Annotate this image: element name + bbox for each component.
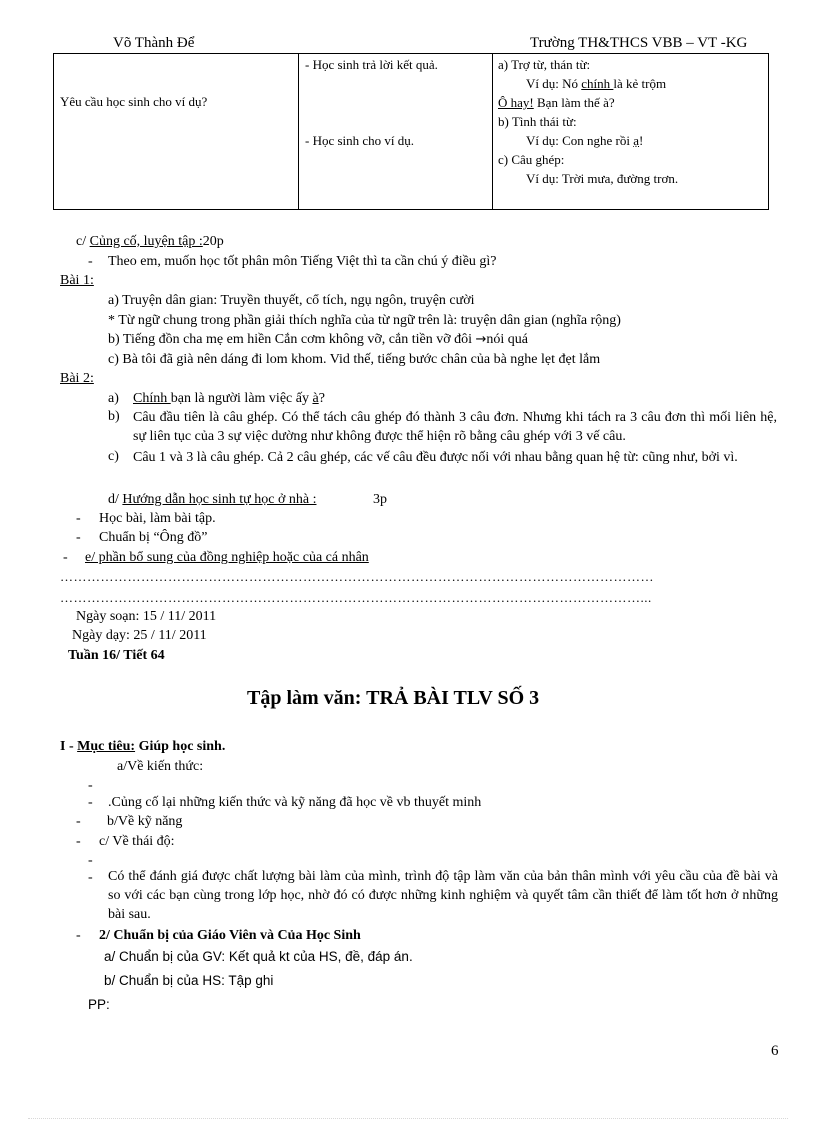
teacher-request: Yêu cầu học sinh cho ví dụ? (60, 94, 208, 109)
bai2-a-underlined: à (312, 391, 319, 406)
page-number: 6 (771, 1043, 779, 1059)
section-title: Củng cố, luyện tập : (89, 234, 203, 249)
bai1-star: * Từ ngữ chung trong phần giải thích nghĩa của từ ngữ trên là: truyện dân gian (nghĩa rộng) (108, 313, 621, 328)
kien-thuc: a/Về kiến thức: (117, 759, 204, 774)
section-time: 20p (202, 234, 224, 249)
bai2-a-text: bạn là người làm việc ấy (170, 391, 313, 406)
content-a-example2 (493, 93, 768, 112)
ngay-soan: Ngày soạn: 15 / 11/ 2011 (76, 609, 217, 624)
dash: - (76, 928, 81, 943)
example-text: Ví dụ: Con nghe rồi (526, 133, 634, 148)
dash: - (88, 853, 93, 868)
example-underlined: ạ (633, 133, 640, 148)
cung-co: .Củng cố lại những kiến thức và kỹ năng đã học về vb thuyết minh (108, 795, 482, 810)
student-example: - Học sinh cho ví dụ. (305, 133, 415, 148)
section-title: Hướng dẫn học sinh tự học ở nhà : (122, 492, 317, 507)
table-cell-student (299, 54, 493, 210)
heading-underlined: Mục tiêu: (77, 739, 136, 754)
example-text: là kẻ trộm (613, 76, 667, 91)
bai2-a (133, 390, 325, 407)
ky-nang: b/Về kỹ năng (107, 814, 183, 829)
chuan-bi-gv: a/ Chuẩn bị của GV: Kết quả kt của HS, đề, đáp án. (104, 949, 413, 964)
bai2-b-label: b) (108, 409, 120, 424)
student-answer: - Học sinh trả lời kết quả. (305, 57, 438, 72)
example-text: ! (639, 133, 644, 148)
table-cell-content (493, 54, 769, 210)
content-a: a) Trợ từ, thán từ: (498, 57, 591, 72)
section-d-item1: Học bài, làm bài tập. (99, 511, 216, 526)
content-c-example: Ví dụ: Trời mưa, đường trơn. (526, 171, 679, 186)
bai2-a-underlined: Chính (133, 391, 171, 406)
example-underlined: Ô hay! (498, 95, 534, 110)
example-text: Ví dụ: Nó (526, 76, 582, 91)
dash: - (76, 834, 81, 849)
section-prefix: c/ (76, 234, 90, 249)
dash: - (88, 795, 93, 810)
objectives-heading (60, 738, 225, 755)
heading-suffix: Giúp học sinh. (135, 739, 226, 754)
header-author: Võ Thành Để (113, 35, 195, 51)
bai2-b: Câu đầu tiên là câu ghép. Có thể tách câu ghép đó thành 3 câu đơn. Nhưng khi tách ra 3 câu đơn thì mối liên hệ, sự liên tục của 3 sự việc dường như không được thể hiện rõ bằng câu ghép với 3 vế câu. (133, 410, 777, 444)
arrow-right-icon: → (475, 332, 487, 347)
bai2-c: Câu 1 và 3 là câu ghép. Cả 2 câu ghép, các vế câu đều được nối với nhau bằng quan hệ từ: cũng như, bởi vì. (133, 450, 738, 465)
dash: - (88, 870, 93, 885)
bai1-a: a) Truyện dân gian: Truyền thuyết, cổ tích, ngụ ngôn, truyện cười (108, 293, 475, 308)
chuan-bi-heading: 2/ Chuẩn bị của Giáo Viên và Của Học Sinh (99, 928, 361, 943)
bai1-b-text: b) Tiếng đồn cha mẹ em hiền Cắn cơm không vỡ, cắn tiền vỡ đôi (108, 332, 472, 347)
section-d-item2: Chuẩn bị “Ông đồ” (99, 530, 208, 545)
table-cell-teacher (54, 54, 299, 210)
ngay-day: Ngày dạy: 25 / 11/ 2011 (72, 628, 207, 643)
example-text: Bạn làm thế à? (533, 95, 615, 110)
bai2-a-end: ? (318, 391, 325, 406)
section-c-question: Theo em, muốn học tốt phân môn Tiếng Việt thì ta cần chú ý điều gì? (108, 254, 497, 269)
bai1-title: Bài 1: (60, 273, 94, 288)
content-b-example (493, 131, 768, 150)
bai1-c: c) Bà tôi đã già nên dáng đi lom khom. Vid thế, tiếng bước chân của bà nghe lẹt đẹt lắm (108, 352, 601, 367)
dash: - (88, 778, 93, 793)
example-underlined: chính (581, 76, 614, 91)
section-d-time: 3p (373, 492, 387, 507)
thai-do: c/ Về thái độ: (99, 834, 175, 849)
bai1-b (108, 331, 528, 348)
tuan-tiet: Tuần 16/ Tiết 64 (68, 648, 165, 663)
dash: - (63, 550, 68, 565)
bai2-a-label: a) (108, 391, 119, 406)
bai1-b-suffix: nói quá (486, 332, 529, 347)
dotted-line: …………………………………………………………………………………………………………………... (60, 590, 652, 605)
section-e-title: e/ phần bổ sung của đồng nghiệp hoặc của cá nhân (85, 550, 369, 565)
heading-prefix: I - (60, 739, 78, 754)
section-d-heading (108, 491, 316, 508)
lesson-title: Tập làm văn: TRẢ BÀI TLV SỐ 3 (247, 687, 540, 709)
pp-label: PP: (88, 997, 110, 1012)
dash: - (76, 530, 81, 545)
activity-table (53, 53, 769, 210)
dash: - (88, 254, 93, 269)
dash: - (76, 814, 81, 829)
dotted-line: …………………………………………………………………………………………………………………… (60, 569, 654, 584)
section-prefix: d/ (108, 492, 123, 507)
header-school: Trường TH&THCS VBB – VT -KG (530, 35, 748, 51)
content-a-example (493, 74, 768, 93)
dash: - (76, 511, 81, 526)
page-bottom-border (28, 1118, 788, 1119)
thai-do-text: Có thể đánh giá được chất lượng bài làm của mình, trình độ tập làm văn của bản thân mình với yêu cầu của đề bài và so với các bạn cùng trong lớp học, nhờ đó có được những kinh nghiệm và quyết tâm cần thiết để làm tốt hơn ở những bài sau. (108, 869, 778, 922)
bai2-title: Bài 2: (60, 371, 94, 386)
bai2-c-label: c) (108, 449, 119, 464)
content-c: c) Câu ghép: (498, 152, 565, 167)
section-c-heading (76, 233, 224, 250)
chuan-bi-hs: b/ Chuẩn bị của HS: Tập ghi (104, 973, 274, 988)
content-b: b) Tình thái từ: (498, 114, 577, 129)
